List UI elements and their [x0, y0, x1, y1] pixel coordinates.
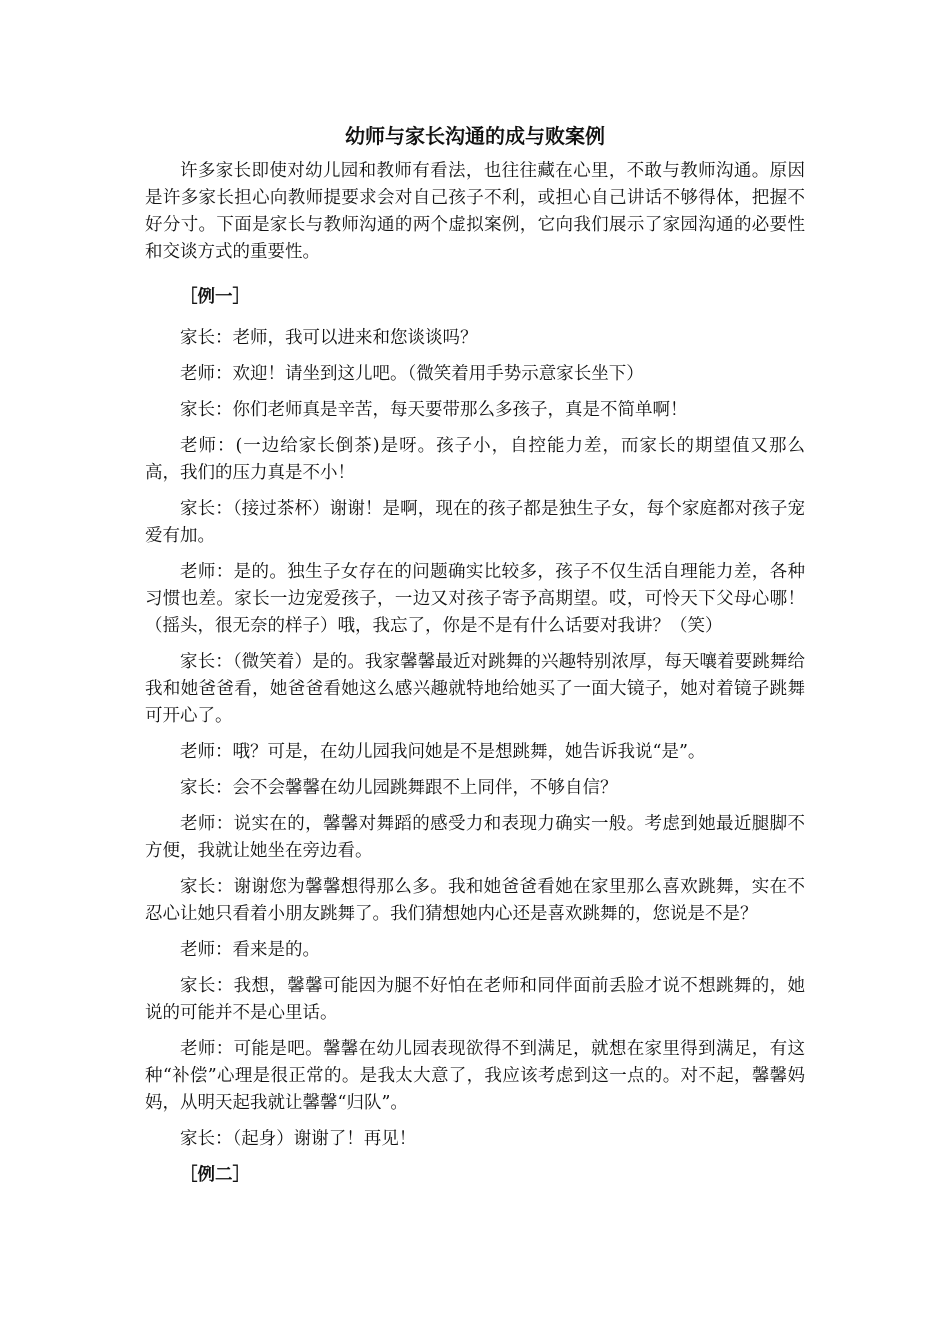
- dialogue-line: 老师：欢迎！请坐到这儿吧。（微笑着用手势示意家长坐下）: [180, 364, 644, 384]
- dialogue-line: 老师：说实在的，馨馨对舞蹈的感受力和表现力确实一般。考虑到她最近腿脚不方便，我就让她坐在旁边看。: [145, 814, 805, 861]
- dialogue-line: 老师：看来是的。: [180, 940, 320, 960]
- document-title: 幼师与家长沟通的成与败案例: [345, 124, 605, 148]
- intro-paragraph: 许多家长即使对幼儿园和教师有看法，也往往藏在心里，不敢与教师沟通。原因是许多家长担心向教师提要求会对自己孩子不利，或担心自己讲话不够得体，把握不好分寸。下面是家长与教师沟通的两个虚拟案例，它向我们展示了家园沟通的必要性和交谈方式的重要性。: [145, 161, 805, 262]
- dialogue-line: 老师：(一边给家长倒茶)是呀。孩子小，自控能力差，而家长的期望值又那么高，我们的压力真是不小！: [145, 436, 805, 483]
- dialogue-line: 老师：是的。独生子女存在的问题确实比较多，孩子不仅生活自理能力差，各种习惯也差。家长一边宠爱孩子，一边又对孩子寄予高期望。哎，可怜天下父母心哪！（摇头，很无奈的样子）哦，我忘了，你是不是有什么话要对我讲？（笑）: [145, 562, 805, 636]
- dialogue-line: 家长：会不会馨馨在幼儿园跳舞跟不上同伴，不够自信？: [180, 778, 618, 798]
- dialogue-line: 老师：可能是吧。馨馨在幼儿园表现欲得不到满足，就想在家里得到满足，有这种“补偿”心理是很正常的。是我太大意了，我应该考虑到这一点的。对不起，馨馨妈妈，从明天起我就让馨馨“归队”。: [145, 1039, 805, 1113]
- dialogue-line: 家长：谢谢您为馨馨想得那么多。我和她爸爸看她在家里那么喜欢跳舞，实在不忍心让她只看着小朋友跳舞了。我们猜想她内心还是喜欢跳舞的，您说是不是？: [145, 877, 805, 924]
- dialogue-line: 老师：哦？可是，在幼儿园我问她是不是想跳舞，她告诉我说“是”。: [180, 742, 706, 762]
- dialogue-line: 家长：我想，馨馨可能因为腿不好怕在老师和同伴面前丢脸才说不想跳舞的，她说的可能并不是心里话。: [145, 976, 805, 1023]
- dialogue-line: 家长：你们老师真是辛苦，每天要带那么多孩子，真是不简单啊！: [180, 400, 688, 420]
- dialogue-line: 家长：（接过茶杯）谢谢！是啊，现在的孩子都是独生子女，每个家庭都对孩子宠爱有加。: [145, 499, 805, 546]
- dialogue-line: 家长：老师，我可以进来和您谈谈吗？: [180, 328, 478, 348]
- example-2-heading: ［例二］: [180, 1165, 250, 1185]
- document-page: [145, 118, 805, 1203]
- example-1-heading: ［例一］: [180, 287, 250, 307]
- dialogue-line: 家长：（微笑着）是的。我家馨馨最近对跳舞的兴趣特别浓厚，每天嚷着要跳舞给我和她爸爸看，她爸爸看她这么感兴趣就特地给她买了一面大镜子，她对着镜子跳舞可开心了。: [145, 652, 805, 726]
- dialogue-line: 家长：（起身）谢谢了！再见！: [180, 1129, 417, 1149]
